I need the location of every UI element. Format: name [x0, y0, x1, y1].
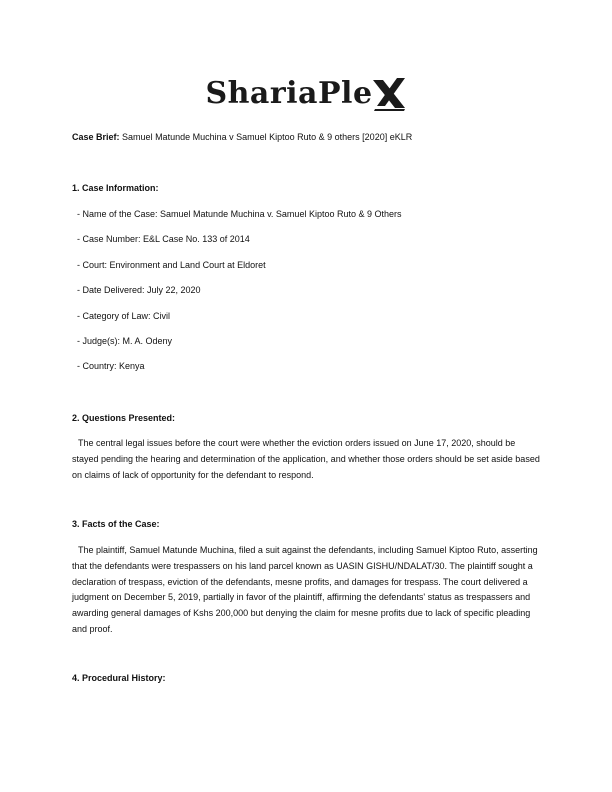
list-item: - Name of the Case: Samuel Matunde Muchina v. Samuel Kiptoo Ruto & 9 Others: [77, 209, 402, 219]
list-item: - Judge(s): M. A. Odeny: [77, 335, 173, 346]
list-item: - Case Number: E&L Case No. 133 of 2014: [77, 234, 250, 245]
case-brief-label: Case Brief:: [72, 132, 120, 142]
logo-group: [205, 76, 406, 112]
case-brief-title: Samuel Matunde Muchina v Samuel Kiptoo Ruto & 9 others [2020] eKLR: [122, 132, 413, 142]
facts-paragraph: The plaintiff, Samuel Matunde Muchina, filed a suit against the defendants, including Samuel Kiptoo Ruto, asserting that the defendants were trespassers on his land parcel known as UASIN GISHU/NDALAT/30. The plaintiff sought a declaration of trespass, eviction of the defendants, mesne profits, and damages for trespass. The court delivered a judgment on December 5, 2019, partially in favor of the plaintiff, affirming the defendants' status as trespassers and awarding general damages of Kshs 200,000 but denying the claim for mesne profits due to lack of specific pleading and proof.: [72, 545, 538, 634]
case-brief-line: [72, 131, 412, 143]
questions-presented-paragraph: The central legal issues before the court were whether the eviction orders issued on June 17, 2020, should be stayed pending the hearing and determination of the application, and whether those orders should be set aside based on claims of lack of opportunity for the defendant to respond.: [72, 438, 540, 480]
questions-presented-heading: 2. Questions Presented:: [72, 413, 176, 423]
sheriaplex-logo: [0, 76, 612, 112]
logo-text: ShariaPle: [205, 76, 373, 111]
list-item: - Country: Kenya: [77, 361, 145, 372]
case-information-heading: 1. Case Information:: [72, 183, 159, 193]
x-mark-logo-icon: [371, 76, 407, 112]
facts-heading: 3. Facts of the Case:: [72, 519, 160, 529]
case-information-list: [77, 208, 402, 386]
procedural-history-heading: 4. Procedural History:: [72, 673, 166, 683]
list-item: - Court: Environment and Land Court at Eldoret: [77, 259, 266, 270]
list-item: - Category of Law: Civil: [77, 310, 171, 321]
list-item: - Date Delivered: July 22, 2020: [77, 285, 201, 296]
